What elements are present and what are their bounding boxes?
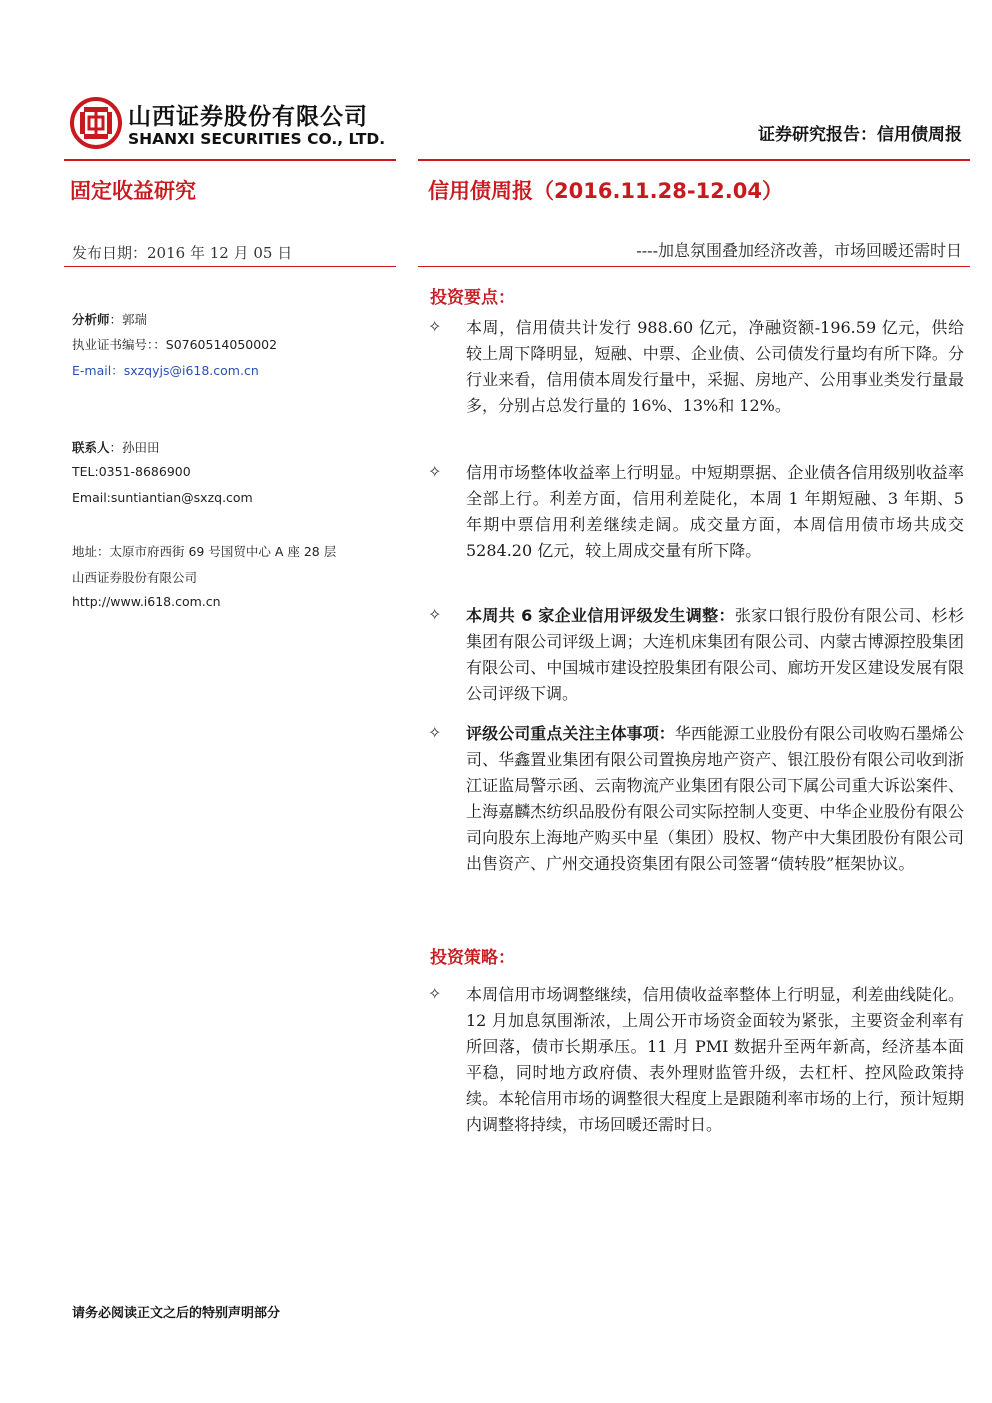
- contact-email[interactable]: Email:suntiantian@sxzq.com: [72, 490, 253, 505]
- sxzq-logo-icon: [70, 97, 122, 149]
- analyst-email[interactable]: E-mail：sxzqyjs@i618.com.cn: [72, 363, 259, 378]
- key-point-2: [466, 460, 964, 564]
- contact-line: [72, 438, 160, 456]
- divider-right: [418, 159, 970, 161]
- key-point-3: [466, 603, 964, 707]
- contact-label: 联系人: [72, 440, 110, 455]
- analyst-name: ：郭瑞: [109, 312, 148, 327]
- company-website[interactable]: http://www.i618.com.cn: [72, 594, 221, 609]
- disclaimer-note: 请务必阅读正文之后的特别声明部分: [72, 1306, 281, 1321]
- key-point-4-text: 华西能源工业股份有限公司收购石墨烯公司、华鑫置业集团有限公司置换房地产资产、银江股份有限公司收到浙江证监局警示函、云南物流产业集团有限公司下属公司重大诉讼案件、上海嘉麟杰纺织品股份有限公司实际控制人变更、中华企业股份有限公司向股东上海地产购买中星（集团）股权、物产中大集团股份有限公司出售资产、广州交通投资集团有限公司签署“债转股”框架协议。: [466, 724, 964, 873]
- key-point-4-lead: 评级公司重点关注主体事项：: [466, 724, 675, 743]
- cert-label: 执业证书编号：: [72, 337, 154, 352]
- diamond-bullet-icon: ✧: [428, 984, 442, 1003]
- diamond-bullet-icon: ✧: [428, 462, 442, 481]
- divider-left: [64, 159, 396, 161]
- contact-name: ：孙田田: [109, 440, 160, 455]
- report-title: 信用债周报（2016.11.28-12.04）: [428, 179, 783, 203]
- strategy-heading: 投资策略：: [430, 948, 515, 968]
- diamond-bullet-icon: ✧: [428, 723, 442, 742]
- report-subtitle: ----加息氛围叠加经济改善，市场回暖还需时日: [636, 241, 962, 260]
- key-point-3-text: 张家口银行股份有限公司、杉杉集团有限公司评级上调；大连机床集团有限公司、内蒙古博源控股集团有限公司、中国城市建设控股集团有限公司、廊坊开发区建设发展有限公司评级下调。: [466, 606, 964, 703]
- diamond-bullet-icon: ✧: [428, 317, 442, 336]
- key-point-1: [466, 315, 964, 419]
- cert-number: ：S0760514050002: [153, 337, 278, 352]
- analyst-label: 分析师: [72, 312, 110, 327]
- contact-tel: TEL:0351-8686900: [72, 464, 191, 479]
- company-name: 山西证券股份有限公司: [72, 570, 198, 585]
- divider-thin-right: [418, 266, 970, 267]
- key-point-2-text: 信用市场整体收益率上行明显。中短期票据、企业债各信用级别收益率全部上行。利差方面，信用利差陡化，本周 1 年期短融、3 年期、5 年期中票信用利差继续走阔。成交量方面，本周信用债市场共成交 5284.20 亿元，较上周成交量有所下降。: [466, 463, 964, 560]
- key-point-4: [466, 721, 964, 877]
- key-point-3-lead: 本周共 6 家企业信用评级发生调整：: [466, 606, 735, 625]
- key-points-heading: 投资要点：: [430, 288, 515, 308]
- diamond-bullet-icon: ✧: [428, 605, 442, 624]
- key-point-1-text: 本周，信用债共计发行 988.60 亿元，净融资额-196.59 亿元，供给较上周下降明显，短融、中票、企业债、公司债发行量均有所下降。分行业来看，信用债本周发行量中，采掘、房地产、公用事业类发行量最多，分别占总发行量的 16%、13%和 12%。: [466, 318, 964, 415]
- report-type-label: 证券研究报告：信用债周报: [758, 125, 962, 145]
- strategy-point-1: [466, 982, 964, 1138]
- publish-date: 发布日期：2016 年 12 月 05 日: [72, 244, 293, 262]
- company-name-en: SHANXI SECURITIES CO., LTD.: [128, 130, 386, 148]
- analyst-line: [72, 310, 147, 328]
- cert-line: [72, 335, 277, 353]
- company-name-cn: 山西证券股份有限公司: [128, 104, 368, 130]
- company-address: 地址：太原市府西街 69 号国贸中心 A 座 28 层: [72, 544, 337, 559]
- section-title: 固定收益研究: [70, 179, 196, 203]
- divider-thin-left: [64, 266, 396, 267]
- strategy-point-1-text: 本周信用市场调整继续，信用债收益率整体上行明显，利差曲线陡化。12 月加息氛围渐浓，上周公开市场资金面较为紧张，主要资金利率有所回落，债市长期承压。11 月 PMI 数据升至两年新高，经济基本面平稳，同时地方政府债、表外理财监管升级，去杠杆、控风险政策持续。本轮信用市场的调整很大程度上是跟随利率市场的上行，预计短期内调整将持续，市场回暖还需时日。: [466, 985, 964, 1134]
